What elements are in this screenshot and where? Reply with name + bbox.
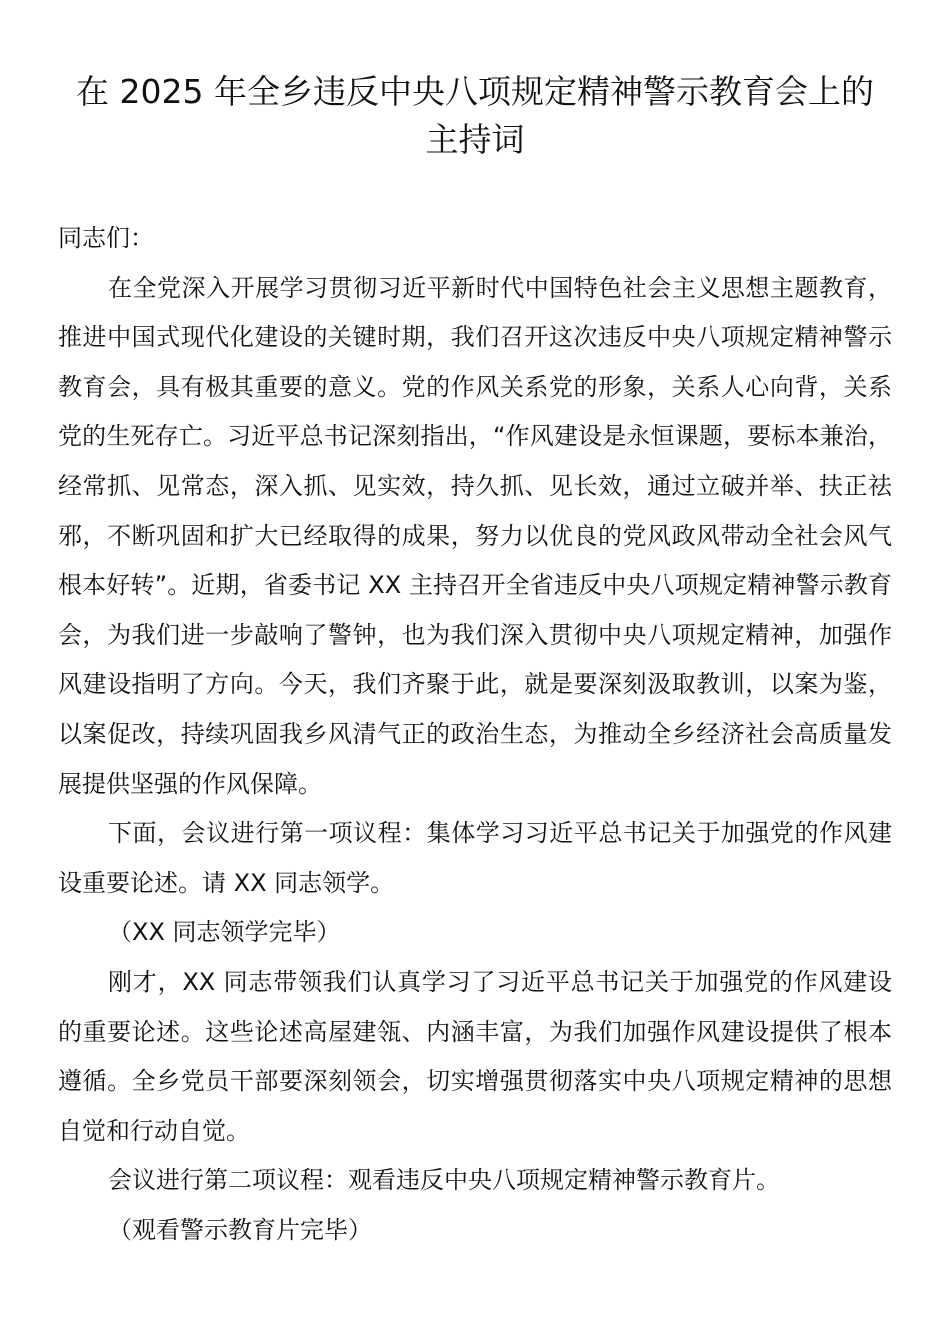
paragraph-note-study-complete: （XX 同志领学完毕） [108,918,341,947]
salutation: 同志们： [58,224,154,252]
paragraph-opening: 在全党深入开展学习贯彻习近平新时代中国特色社会主义思想主题教育，推进中国式现代化建设的关键时期，我们召开这次违反中央八项规定精神警示教育会，具有极其重要的意义。党的作风关系党的形象，关系人心向背，关系党的生死存亡。习近平总书记深刻指出，“作风建设是永恒课题，要标本兼治，经常抓、见常态，深入抓、见实效，持久抓、见长效，通过立破并举、扶正祛邪，不断巩固和扩大已经取得的成果，努力以优良的党风政风带动全社会风气根本好转”。近期，省委书记 XX 主持召开全省违反中央八项规定精神警示教育会，为我们进一步敲响了警钟，也为我们深入贯彻中央八项规定精神，加强作风建设指明了方向。今天，我们齐聚于此，就是要深刻汲取教训，以案为鉴，以案促改，持续巩固我乡风清气正的政治生态，为推动全乡经济社会高质量发展提供坚强的作风保障。 [58,273,892,798]
document-body [58,214,892,1255]
paragraph-agenda-two: 会议进行第二项议程：观看违反中央八项规定精神警示教育片。 [108,1166,780,1195]
paragraph-note-video-complete: （观看警示教育片完毕） [108,1215,372,1244]
paragraph-study-summary: 刚才，XX 同志带领我们认真学习了习近平总书记关于加强党的作风建设的重要论述。这些论述高屋建瓴、内涵丰富，为我们加强作风建设提供了根本遵循。全乡党员干部要深刻领会，切实增强贯彻落实中央八项规定精神的思想自觉和行动自觉。 [58,967,892,1145]
paragraph-agenda-one: 下面，会议进行第一项议程：集体学习习近平总书记关于加强党的作风建设重要论述。请 XX 同志领学。 [58,819,892,897]
document-title: 在 2025 年全乡违反中央八项规定精神警示教育会上的主持词 [76,72,874,159]
